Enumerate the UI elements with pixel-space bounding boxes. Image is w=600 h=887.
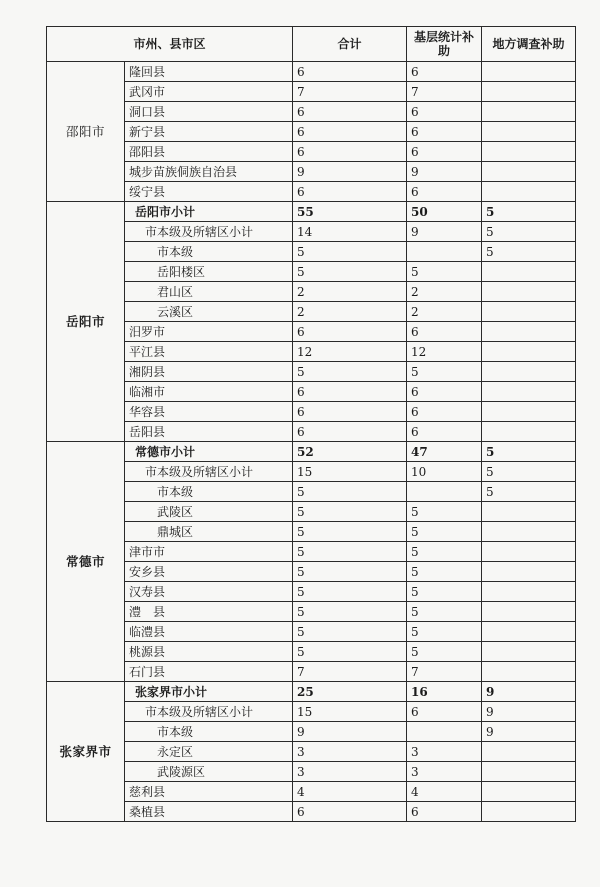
local-subsidy-cell [482, 182, 576, 202]
table-row [47, 262, 576, 282]
local-subsidy-cell: 5 [482, 242, 576, 262]
total-cell: 5 [293, 562, 407, 582]
local-subsidy-cell [482, 502, 576, 522]
base-subsidy-cell: 6 [407, 182, 482, 202]
local-subsidy-cell [482, 742, 576, 762]
base-subsidy-cell: 5 [407, 562, 482, 582]
header-local-subsidy: 地方调查补助 [482, 27, 576, 62]
table-row [47, 622, 576, 642]
table-row [47, 722, 576, 742]
local-subsidy-cell [482, 282, 576, 302]
table-row [47, 602, 576, 622]
total-cell: 5 [293, 582, 407, 602]
table-row [47, 542, 576, 562]
base-subsidy-cell: 7 [407, 82, 482, 102]
total-cell: 14 [293, 222, 407, 242]
table-row [47, 502, 576, 522]
local-subsidy-cell [482, 762, 576, 782]
header-base-subsidy: 基层统计补助 [407, 27, 482, 62]
district-name-cell: 张家界市小计 [125, 682, 293, 702]
local-subsidy-cell [482, 82, 576, 102]
local-subsidy-cell [482, 102, 576, 122]
district-name-cell: 武陵源区 [125, 762, 293, 782]
district-name-cell: 武冈市 [125, 82, 293, 102]
table-row [47, 782, 576, 802]
base-subsidy-cell: 6 [407, 702, 482, 722]
district-name-cell: 岳阳县 [125, 422, 293, 442]
header-total: 合计 [293, 27, 407, 62]
district-name-cell: 汨罗市 [125, 322, 293, 342]
subsidy-table [46, 26, 576, 822]
base-subsidy-cell: 5 [407, 502, 482, 522]
table-row [47, 102, 576, 122]
district-name-cell: 慈利县 [125, 782, 293, 802]
table-row [47, 562, 576, 582]
district-name-cell: 岳阳市小计 [125, 202, 293, 222]
district-name-cell: 岳阳楼区 [125, 262, 293, 282]
district-name-cell: 市本级及所辖区小计 [125, 702, 293, 722]
district-name-cell: 市本级及所辖区小计 [125, 462, 293, 482]
district-name-cell: 邵阳县 [125, 142, 293, 162]
local-subsidy-cell [482, 522, 576, 542]
local-subsidy-cell: 5 [482, 202, 576, 222]
district-name-cell: 云溪区 [125, 302, 293, 322]
table-row [47, 82, 576, 102]
total-cell: 5 [293, 602, 407, 622]
total-cell: 6 [293, 122, 407, 142]
local-subsidy-cell: 5 [482, 222, 576, 242]
total-cell: 3 [293, 742, 407, 762]
table-row [47, 642, 576, 662]
total-cell: 55 [293, 202, 407, 222]
total-cell: 3 [293, 762, 407, 782]
local-subsidy-cell [482, 562, 576, 582]
base-subsidy-cell: 5 [407, 602, 482, 622]
total-cell: 52 [293, 442, 407, 462]
district-name-cell: 平江县 [125, 342, 293, 362]
city-cell: 张家界市 [47, 682, 125, 822]
header-region: 市州、县市区 [47, 27, 293, 62]
total-cell: 5 [293, 242, 407, 262]
table-row [47, 382, 576, 402]
district-name-cell: 洞口县 [125, 102, 293, 122]
table-row [47, 702, 576, 722]
table-row [47, 422, 576, 442]
table-row [47, 462, 576, 482]
base-subsidy-cell: 6 [407, 382, 482, 402]
base-subsidy-cell: 6 [407, 422, 482, 442]
district-name-cell: 临澧县 [125, 622, 293, 642]
base-subsidy-cell [407, 242, 482, 262]
base-subsidy-cell: 6 [407, 802, 482, 822]
base-subsidy-cell: 5 [407, 642, 482, 662]
table-row [47, 742, 576, 762]
base-subsidy-cell: 6 [407, 322, 482, 342]
local-subsidy-cell [482, 422, 576, 442]
base-subsidy-cell: 5 [407, 582, 482, 602]
table-row [47, 522, 576, 542]
total-cell: 2 [293, 302, 407, 322]
table-row [47, 202, 576, 222]
table-row [47, 302, 576, 322]
table-row [47, 62, 576, 82]
base-subsidy-cell: 6 [407, 62, 482, 82]
local-subsidy-cell [482, 782, 576, 802]
total-cell: 5 [293, 262, 407, 282]
local-subsidy-cell: 5 [482, 482, 576, 502]
total-cell: 5 [293, 642, 407, 662]
local-subsidy-cell: 9 [482, 702, 576, 722]
district-name-cell: 城步苗族侗族自治县 [125, 162, 293, 182]
base-subsidy-cell: 50 [407, 202, 482, 222]
base-subsidy-cell [407, 722, 482, 742]
local-subsidy-cell [482, 62, 576, 82]
base-subsidy-cell: 9 [407, 162, 482, 182]
total-cell: 6 [293, 322, 407, 342]
table-row [47, 222, 576, 242]
total-cell: 5 [293, 502, 407, 522]
total-cell: 6 [293, 422, 407, 442]
table-row [47, 442, 576, 462]
base-subsidy-cell: 12 [407, 342, 482, 362]
district-name-cell: 市本级 [125, 482, 293, 502]
local-subsidy-cell [482, 262, 576, 282]
local-subsidy-cell: 5 [482, 462, 576, 482]
total-cell: 5 [293, 542, 407, 562]
district-name-cell: 鼎城区 [125, 522, 293, 542]
local-subsidy-cell [482, 642, 576, 662]
total-cell: 9 [293, 722, 407, 742]
district-name-cell: 市本级 [125, 242, 293, 262]
district-name-cell: 市本级及所辖区小计 [125, 222, 293, 242]
base-subsidy-cell: 6 [407, 402, 482, 422]
local-subsidy-cell [482, 602, 576, 622]
table-row [47, 482, 576, 502]
table-row [47, 662, 576, 682]
base-subsidy-cell: 5 [407, 362, 482, 382]
table-row [47, 362, 576, 382]
local-subsidy-cell [482, 662, 576, 682]
header-row [47, 27, 576, 62]
table-row [47, 242, 576, 262]
city-cell: 岳阳市 [47, 202, 125, 442]
base-subsidy-cell: 5 [407, 262, 482, 282]
base-subsidy-cell: 5 [407, 622, 482, 642]
base-subsidy-cell: 3 [407, 742, 482, 762]
district-name-cell: 绥宁县 [125, 182, 293, 202]
total-cell: 15 [293, 462, 407, 482]
local-subsidy-cell [482, 322, 576, 342]
table-row [47, 802, 576, 822]
total-cell: 9 [293, 162, 407, 182]
total-cell: 15 [293, 702, 407, 722]
local-subsidy-cell [482, 302, 576, 322]
district-name-cell: 桑植县 [125, 802, 293, 822]
total-cell: 7 [293, 82, 407, 102]
table-row [47, 182, 576, 202]
total-cell: 6 [293, 402, 407, 422]
total-cell: 5 [293, 522, 407, 542]
district-name-cell: 华容县 [125, 402, 293, 422]
base-subsidy-cell: 6 [407, 142, 482, 162]
table-row [47, 762, 576, 782]
table-row [47, 682, 576, 702]
table-row [47, 402, 576, 422]
district-name-cell: 临湘市 [125, 382, 293, 402]
total-cell: 5 [293, 482, 407, 502]
district-name-cell: 隆回县 [125, 62, 293, 82]
district-name-cell: 桃源县 [125, 642, 293, 662]
local-subsidy-cell [482, 342, 576, 362]
local-subsidy-cell [482, 802, 576, 822]
district-name-cell: 市本级 [125, 722, 293, 742]
district-name-cell: 津市市 [125, 542, 293, 562]
district-name-cell: 澧 县 [125, 602, 293, 622]
base-subsidy-cell: 5 [407, 522, 482, 542]
base-subsidy-cell: 3 [407, 762, 482, 782]
total-cell: 6 [293, 102, 407, 122]
base-subsidy-cell: 6 [407, 122, 482, 142]
table-row [47, 142, 576, 162]
table-body [47, 62, 576, 822]
total-cell: 7 [293, 662, 407, 682]
district-name-cell: 永定区 [125, 742, 293, 762]
district-name-cell: 湘阴县 [125, 362, 293, 382]
district-name-cell: 武陵区 [125, 502, 293, 522]
base-subsidy-cell [407, 482, 482, 502]
local-subsidy-cell: 5 [482, 442, 576, 462]
base-subsidy-cell: 4 [407, 782, 482, 802]
local-subsidy-cell [482, 402, 576, 422]
total-cell: 6 [293, 382, 407, 402]
total-cell: 4 [293, 782, 407, 802]
base-subsidy-cell: 10 [407, 462, 482, 482]
total-cell: 5 [293, 362, 407, 382]
base-subsidy-cell: 2 [407, 282, 482, 302]
local-subsidy-cell [482, 542, 576, 562]
base-subsidy-cell: 2 [407, 302, 482, 322]
local-subsidy-cell: 9 [482, 682, 576, 702]
total-cell: 2 [293, 282, 407, 302]
base-subsidy-cell: 6 [407, 102, 482, 122]
table-row [47, 282, 576, 302]
total-cell: 12 [293, 342, 407, 362]
district-name-cell: 石门县 [125, 662, 293, 682]
local-subsidy-cell [482, 162, 576, 182]
district-name-cell: 新宁县 [125, 122, 293, 142]
local-subsidy-cell [482, 382, 576, 402]
base-subsidy-cell: 47 [407, 442, 482, 462]
table-row [47, 122, 576, 142]
base-subsidy-cell: 7 [407, 662, 482, 682]
district-name-cell: 常德市小计 [125, 442, 293, 462]
total-cell: 6 [293, 802, 407, 822]
district-name-cell: 安乡县 [125, 562, 293, 582]
base-subsidy-cell: 9 [407, 222, 482, 242]
table-row [47, 322, 576, 342]
local-subsidy-cell [482, 622, 576, 642]
total-cell: 6 [293, 142, 407, 162]
local-subsidy-cell [482, 142, 576, 162]
local-subsidy-cell [482, 362, 576, 382]
base-subsidy-cell: 5 [407, 542, 482, 562]
local-subsidy-cell: 9 [482, 722, 576, 742]
district-name-cell: 君山区 [125, 282, 293, 302]
table-row [47, 342, 576, 362]
total-cell: 6 [293, 62, 407, 82]
base-subsidy-cell: 16 [407, 682, 482, 702]
local-subsidy-cell [482, 122, 576, 142]
total-cell: 25 [293, 682, 407, 702]
city-cell: 常德市 [47, 442, 125, 682]
table-row [47, 162, 576, 182]
table-row [47, 582, 576, 602]
local-subsidy-cell [482, 582, 576, 602]
city-cell: 邵阳市 [47, 62, 125, 202]
total-cell: 6 [293, 182, 407, 202]
total-cell: 5 [293, 622, 407, 642]
district-name-cell: 汉寿县 [125, 582, 293, 602]
